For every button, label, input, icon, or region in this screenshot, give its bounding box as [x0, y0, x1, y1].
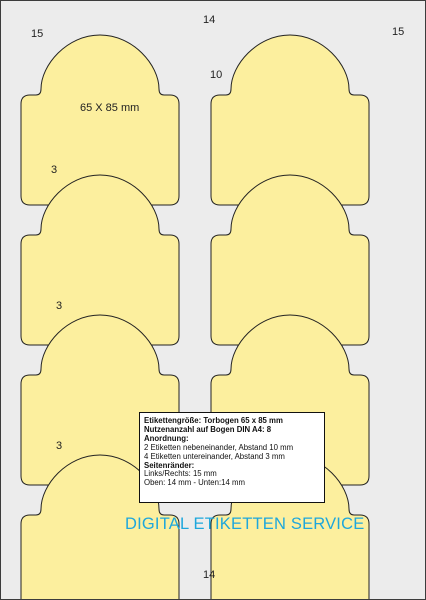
top-margin-dimension: 14: [203, 14, 216, 26]
row-gap-dimension-2: 3: [56, 300, 63, 312]
row-gap-dimension-1: 3: [51, 164, 58, 176]
info-rows: 4 Etiketten untereinander, Abstand 3 mm: [144, 451, 285, 461]
info-margins-top-bottom: Oben: 14 mm - Unten:14 mm: [144, 478, 245, 488]
brand-text: DIGITAL ETIKETTEN SERVICE: [125, 515, 365, 533]
right-margin-dimension: 15: [392, 26, 405, 38]
label-layout: [1, 1, 425, 599]
info-margins-heading: Seitenränder:: [144, 460, 195, 470]
bottom-margin-dimension: 14: [203, 569, 216, 581]
info-label-count: Nutzenanzahl auf Bogen DIN A4: 8: [144, 424, 272, 434]
label-size-text: 65 X 85 mm: [80, 102, 140, 114]
info-margins-left-right: Links/Rechts: 15 mm: [144, 469, 217, 479]
left-margin-dimension: 15: [31, 28, 44, 40]
info-box: [139, 412, 325, 503]
info-columns: 2 Etiketten nebeneinander, Abstand 10 mm: [144, 442, 294, 452]
row-gap-dimension-3: 3: [56, 440, 63, 452]
column-gap-dimension: 10: [210, 69, 223, 81]
info-label-size: Etikettengröße: Torbogen 65 x 85 mm: [144, 416, 283, 425]
info-arrangement-heading: Anordnung:: [144, 433, 189, 443]
